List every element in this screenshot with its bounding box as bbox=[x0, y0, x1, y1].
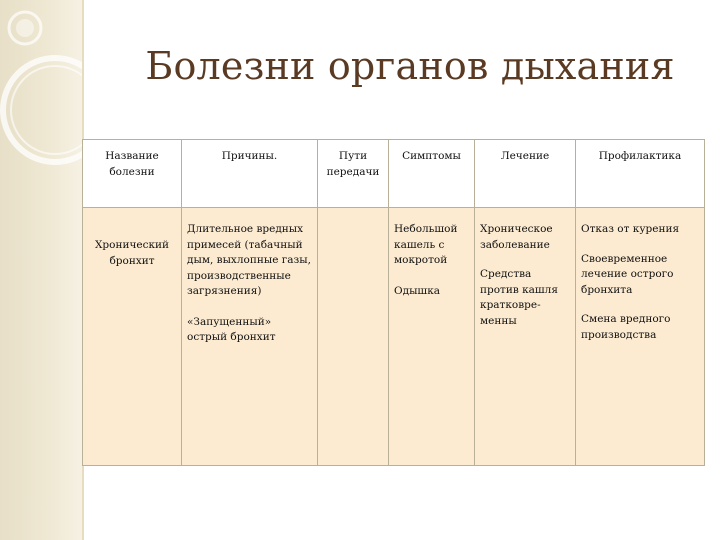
header-causes: Причины. bbox=[182, 140, 318, 208]
decorative-circles bbox=[0, 0, 82, 200]
symptom-1: Небольшой кашель с мокротой bbox=[394, 223, 458, 266]
diseases-table bbox=[82, 139, 705, 466]
table-row bbox=[83, 208, 705, 466]
treatment-1: Хроническое заболевание bbox=[480, 223, 553, 251]
header-symptoms: Симптомы bbox=[389, 140, 475, 208]
header-treatment: Лечение bbox=[475, 140, 576, 208]
treatment-2: Средства против кашля кратковре-менны bbox=[480, 268, 558, 327]
header-prevention: Профилактика bbox=[576, 140, 705, 208]
symptom-2: Одышка bbox=[394, 284, 441, 297]
slide-title: Болезни органов дыхания bbox=[145, 44, 675, 88]
cell-symptoms bbox=[389, 208, 475, 466]
prevention-2: Своевременное лечение острого бронхита bbox=[581, 252, 674, 296]
cell-causes bbox=[182, 208, 318, 466]
prevention-3: Смена вредного производства bbox=[581, 313, 671, 341]
cell-disease-name: Хронический бронхит bbox=[83, 208, 182, 466]
cause-2: «Запущенный» острый бронхит bbox=[187, 315, 276, 343]
cell-treatment bbox=[475, 208, 576, 466]
left-decorative-panel bbox=[0, 0, 82, 540]
cell-prevention bbox=[576, 208, 705, 466]
prevention-1: Отказ от курения bbox=[581, 223, 680, 235]
header-name: Название болезни bbox=[83, 140, 182, 208]
header-transmission: Пути передачи bbox=[318, 140, 389, 208]
table-header-row bbox=[83, 140, 705, 208]
cause-1: Длительное вредных примесей (табачный дым, выхлопные газы, производственные загрязнения) bbox=[187, 223, 311, 297]
cell-transmission bbox=[318, 208, 389, 466]
